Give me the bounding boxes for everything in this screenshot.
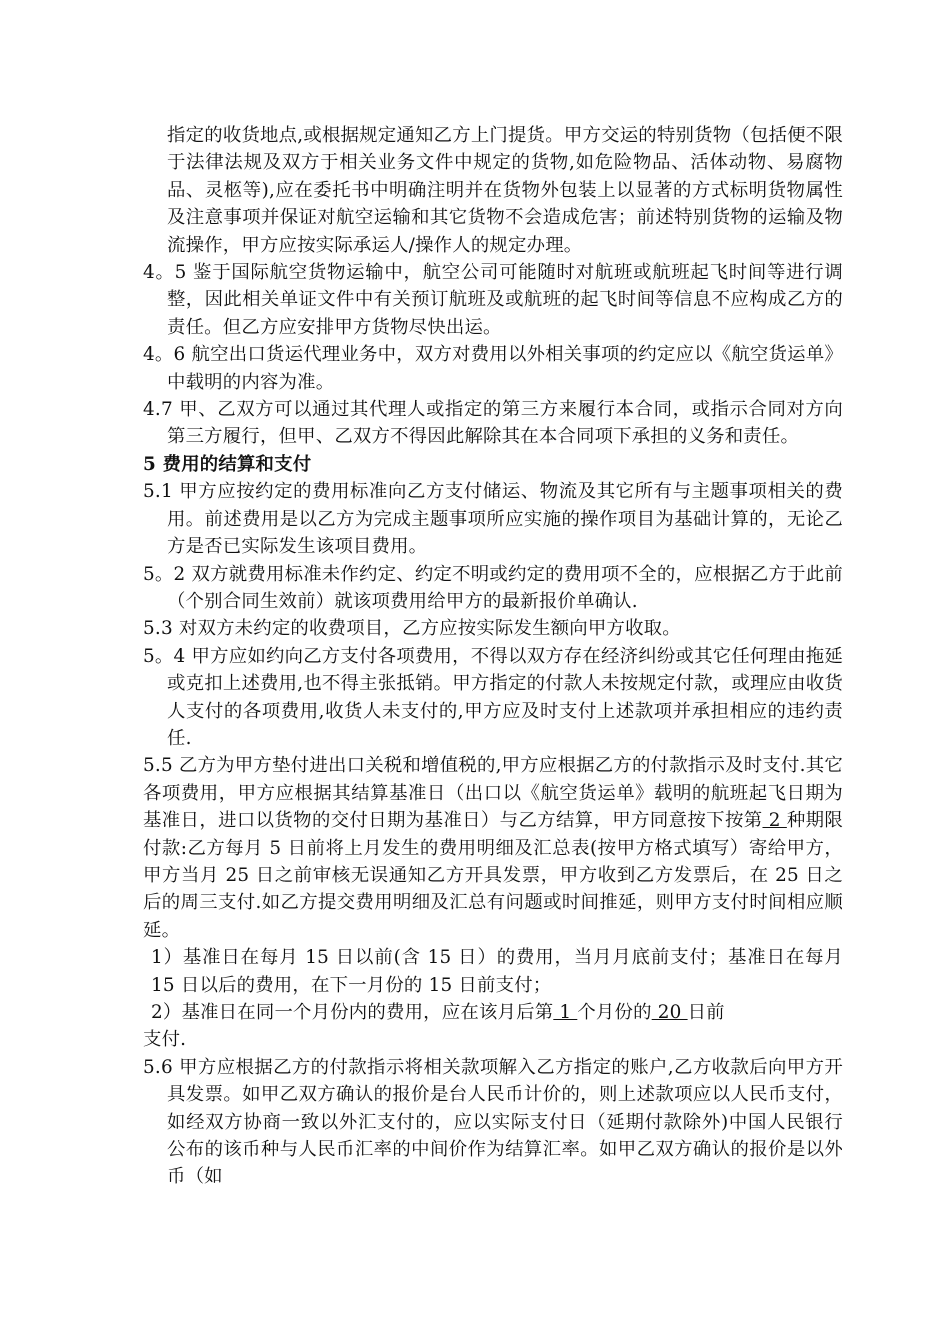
document-body xyxy=(143,122,843,1191)
clause-4-5: 4。5 鉴于国际航空货物运输中，航空公司可能随时对航班或航班起飞时间等进行调整，因此相关单证文件中有关预订航班及或航班的起飞时间等信息不应构成乙方的责任。但乙方应安排甲方货物尽快出运。 xyxy=(143,262,843,338)
clause-4-4-continuation: 指定的收货地点,或根据规定通知乙方上门提货。甲方交运的特别货物（包括便不限于法律法规及双方于相关业务文件中规定的货物,如危险物品、活体动物、易腐物品、灵柩等),应在委托书中明确注明并在货物外包装上以显著的方式标明货物属性及注意事项并保证对航空运输和其它货物不会造成危害；前述特别货物的运输及物流操作，甲方应按实际承运人/操作人的规定办理。 xyxy=(167,125,843,256)
clause-5-3: 5.3 对双方未约定的收费项目，乙方应按实际发生额向甲方收取。 xyxy=(143,618,681,640)
item-2-text-a: 2）基准日在同一个月份内的费用，应在该月后第 xyxy=(151,1002,554,1023)
clause-5-6: 5.6 甲方应根据乙方的付款指示将相关款项解入乙方指定的账户,乙方收款后向甲方开具发票。如甲乙双方确认的报价是台人民币计价的，则上述款项应以人民币支付，如经双方协商一致以外汇支付的，应以实际支付日（延期付款除外)中国人民银行公布的该币种与人民币汇率的中间价作为结算汇率。如甲乙双方确认的报价是以外币（如 xyxy=(143,1056,843,1188)
clause-5-5-text-b: 种期限付款:乙方每月 5 日前将上月发生的费用明细及汇总表(按甲方格式填写）寄给甲方，甲方当月 25 日之前审核无误通知乙方开具发票，甲方收到乙方发票后，在 25 日之后的周三支付.如乙方提交费用明细及汇总有问题或时间推延，则甲方支付时间相应顺延。 xyxy=(143,810,843,941)
clause-4-7: 4.7 甲、乙双方可以通过其代理人或指定的第三方来履行本合同，或指示合同对方向第三方履行，但甲、乙双方不得因此解除其在本合同项下承担的义务和责任。 xyxy=(143,399,843,448)
day-fill: 20 xyxy=(651,1002,688,1023)
item-2-text-c: 日前 xyxy=(687,1002,725,1023)
clause-5-4: 5。4 甲方应如约向乙方支付各项费用，不得以双方存在经济纠纷或其它任何理由拖延或克扣上述费用,也不得主张抵销。甲方指定的付款人未按规定付款，或理应由收货人支付的各项费用,收货人未支付的,甲方应及时支付上述款项并承担相应的违约责任. xyxy=(143,645,843,749)
clause-5-5-text-a: 5.5 乙方为甲方垫付进出口关税和增值税的,甲方应根据乙方的付款指示及时支付.其它各项费用，甲方应根据其结算基准日（出口以《航空货运单》载明的航班起飞日期为基准日，进口以货物的交付日期为基准日）与乙方结算，甲方同意按下按第 xyxy=(143,755,843,832)
payment-term-fill: 2 xyxy=(762,810,787,832)
clause-4-6: 4。6 航空出口货运代理业务中，双方对费用以外相关事项的约定应以《航空货运单》中载明的内容为准。 xyxy=(143,344,843,393)
clause-5-5-item-1: 1）基准日在每月 15 日以前(含 15 日）的费用，当月月底前支付；基准日在每月 15 日以后的费用，在下一月份的 15 日前支付； xyxy=(151,947,843,996)
month-count-fill: 1 xyxy=(553,1002,578,1023)
clause-5-1: 5.1 甲方应按约定的费用标准向乙方支付储运、物流及其它所有与主题事项相关的费用。前述费用是以乙方为完成主题事项所应实施的操作项目为基础计算的，无论乙方是否已实际发生该项目费用。 xyxy=(143,481,843,558)
item-2-text-d: 支付. xyxy=(143,1029,187,1051)
clause-5-2: 5。2 双方就费用标准未作约定、约定不明或约定的费用项不全的，应根据乙方于此前（个别合同生效前）就该项费用给甲方的最新报价单确认. xyxy=(143,563,843,612)
item-2-text-b: 个月份的 xyxy=(577,1002,652,1023)
clause-5-5-item-2 xyxy=(143,999,843,1054)
section-5-heading: 5 费用的结算和支付 xyxy=(143,453,312,475)
clause-5-5 xyxy=(143,752,843,944)
